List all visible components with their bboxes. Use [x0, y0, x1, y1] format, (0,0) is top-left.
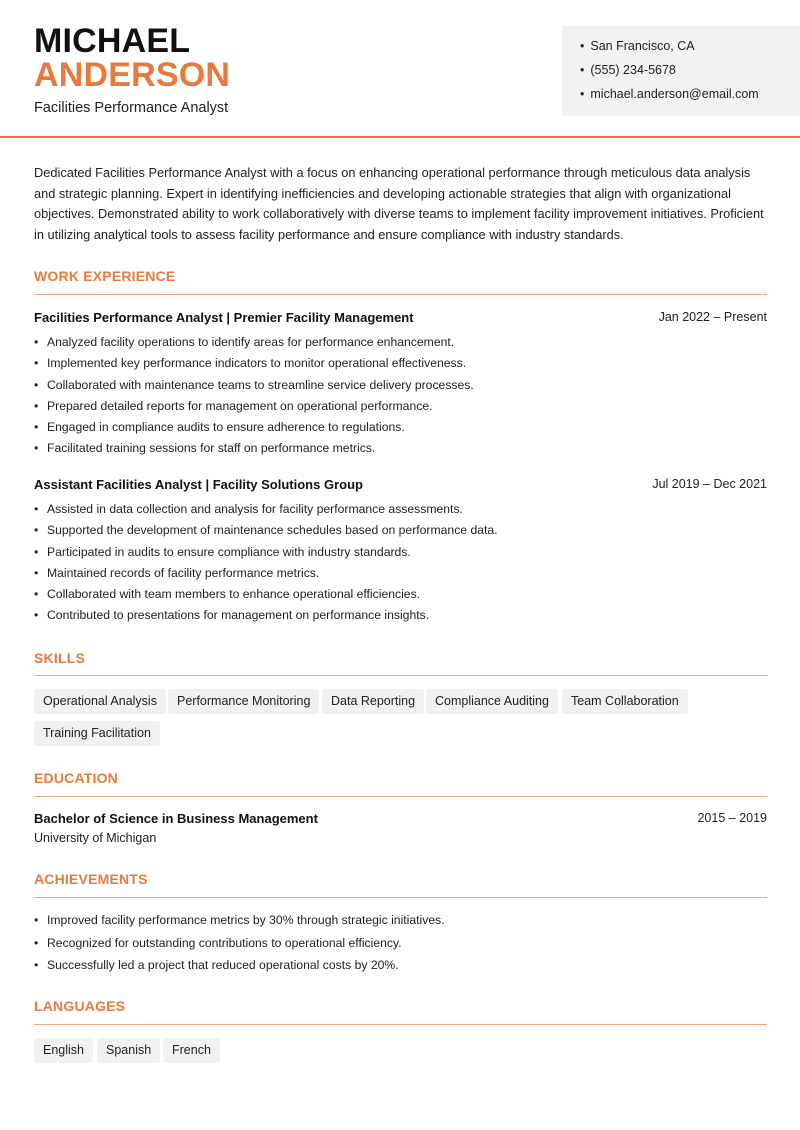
section-title-achievements: ACHIEVEMENTS — [34, 871, 148, 887]
list-item: • Assisted in data collection and analysis for facility performance assessments. — [34, 499, 764, 520]
education-school: University of Michigan — [34, 831, 157, 845]
list-item: • Analyzed facility operations to identify areas for performance enhancement. — [34, 332, 764, 353]
language-chip: French — [163, 1038, 220, 1063]
section-title-education: EDUCATION — [34, 770, 118, 786]
list-item: • Participated in audits to ensure compliance with industry standards. — [34, 542, 764, 563]
list-item: • Contributed to presentations for management on performance insights. — [34, 605, 764, 626]
language-chip: Spanish — [97, 1038, 160, 1063]
contact-email[interactable]: • michael.anderson@email.com — [580, 87, 759, 101]
skill-chip: Training Facilitation — [34, 721, 160, 746]
list-item: • Supported the development of maintenance schedules based on performance data. — [34, 520, 764, 541]
list-item: • Engaged in compliance audits to ensure adherence to regulations. — [34, 417, 764, 438]
job-role: Facilities Performance Analyst — [34, 100, 229, 116]
list-item: • Implemented key performance indicators to monitor operational effectiveness. — [34, 353, 764, 374]
list-item: • Collaborated with maintenance teams to streamline service delivery processes. — [34, 375, 764, 396]
job-dates: Jul 2019 – Dec 2021 — [652, 477, 767, 491]
summary-paragraph: Dedicated Facilities Performance Analyst with a focus on enhancing operational performance through meticulous data analysis and strategic planning. Expert in identifying inefficiencies and developing actionable strategies that align with organizational objectives. Demonstrated ability to work collaboratively with diverse teams to implement facility improvement initiatives. Proficient in utilizing analytical tools to assess facility performance and ensure compliance with industry standards. — [34, 165, 764, 243]
section-title-skills: SKILLS — [34, 650, 85, 666]
language-chip: English — [34, 1038, 93, 1063]
section-divider — [34, 294, 767, 295]
achievements-list — [34, 909, 764, 977]
list-item: • Improved facility performance metrics by 30% through strategic initiatives. — [34, 909, 764, 932]
job-bullets — [34, 499, 764, 627]
section-title-languages: LANGUAGES — [34, 998, 126, 1014]
section-divider — [34, 796, 767, 797]
list-item: • Maintained records of facility performance metrics. — [34, 563, 764, 584]
resume-header — [0, 0, 800, 138]
job-title: Facilities Performance Analyst | Premier Facility Management — [34, 310, 414, 325]
job-title: Assistant Facilities Analyst | Facility Solutions Group — [34, 477, 363, 492]
contact-box — [562, 26, 800, 116]
skill-chip: Team Collaboration — [562, 689, 688, 714]
skill-chip: Performance Monitoring — [168, 689, 319, 714]
section-divider — [34, 675, 767, 676]
skill-chip: Data Reporting — [322, 689, 424, 714]
section-title-work: WORK EXPERIENCE — [34, 268, 176, 284]
section-divider — [34, 897, 767, 898]
education-degree: Bachelor of Science in Business Management — [34, 811, 318, 826]
education-dates: 2015 – 2019 — [697, 811, 767, 825]
list-item: • Prepared detailed reports for management on operational performance. — [34, 396, 764, 417]
first-name: MICHAEL — [34, 22, 191, 60]
contact-phone: • (555) 234-5678 — [580, 63, 676, 77]
list-item: • Facilitated training sessions for staff on performance metrics. — [34, 438, 764, 459]
skill-chip: Operational Analysis — [34, 689, 166, 714]
list-item: • Recognized for outstanding contributions to operational efficiency. — [34, 932, 764, 955]
list-item: • Successfully led a project that reduced operational costs by 20%. — [34, 954, 764, 977]
skill-chip: Compliance Auditing — [426, 689, 558, 714]
list-item: • Collaborated with team members to enhance operational efficiencies. — [34, 584, 764, 605]
contact-location: • San Francisco, CA — [580, 39, 695, 53]
job-bullets — [34, 332, 764, 460]
job-dates: Jan 2022 – Present — [658, 310, 767, 324]
last-name: ANDERSON — [34, 56, 231, 94]
section-divider — [34, 1024, 767, 1025]
